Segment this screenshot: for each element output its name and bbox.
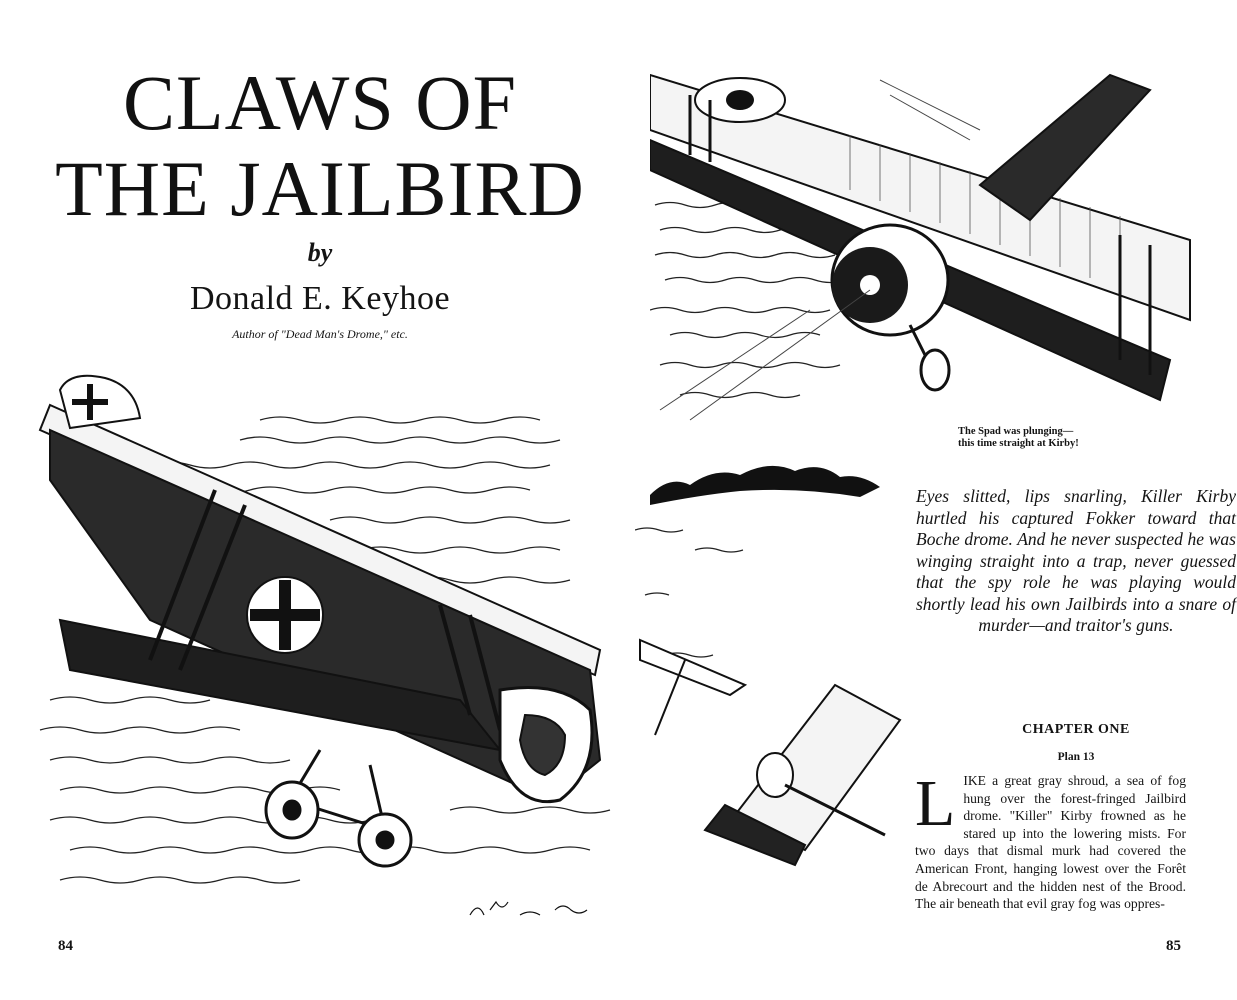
chapter-body-text: [915, 767, 1186, 913]
left-page: [0, 0, 615, 1000]
tilted-wing: [640, 640, 745, 695]
engine-cowling: [832, 225, 948, 335]
tail-boom: [980, 75, 1150, 220]
ground-hatching: [635, 528, 743, 657]
diving-biplane-illustration: [635, 455, 910, 875]
author-name: Donald E. Keyhoe: [189, 280, 451, 317]
page-number-left: 84: [58, 938, 73, 954]
story-title-line-1: CLAWS OF: [123, 59, 517, 146]
byline-by: by: [307, 238, 333, 267]
chapter-subtitle: Plan 13: [1057, 751, 1095, 763]
right-page: [615, 0, 1237, 1000]
landing-gear: [910, 325, 949, 390]
fokker-biplane-illustration: [30, 370, 615, 940]
caption-line-2: this time straight at Kirby!: [958, 438, 1079, 449]
author-credit: Author of "Dead Man's Drome," etc.: [232, 327, 408, 341]
small-biplane: [705, 685, 900, 865]
chapter-heading: CHAPTER ONE: [1022, 722, 1130, 737]
iron-cross-icon: [247, 577, 323, 653]
artist-signature: [470, 902, 587, 915]
story-blurb: Eyes slitted, lips snarling, Killer Kirby hurtled his captured Fokker toward that Boche drome. And he never suspected he was winging straight into a trap, never guessed that the spy role he was playing would shortly lead his own Jailbirds into a snare of murder—and traitor's guns.: [916, 486, 1236, 635]
chapter-body-paragraph: IKE a great gray shroud, a sea of fog hung over the forest-fringed Jailbird drome. "Killer" Kirby frowned as he stared up into the lowering mists. For two days that dismal murk had covered the American Front, hanging lowest over the Forêt de Abrecourt and the hidden nest of the Brood. The air beneath that evil gray fog was oppres-: [915, 773, 1186, 912]
caption-line-1: The Spad was plunging—: [958, 426, 1074, 437]
drop-cap: L: [915, 767, 956, 840]
page-number-right: 85: [1166, 938, 1181, 954]
spad-biplane-illustration: [650, 70, 1195, 430]
illustration-caption: [958, 426, 1128, 450]
story-title-line-2: THE JAILBIRD: [55, 145, 585, 232]
landing-gear: [266, 750, 411, 866]
treeline: [650, 466, 880, 505]
